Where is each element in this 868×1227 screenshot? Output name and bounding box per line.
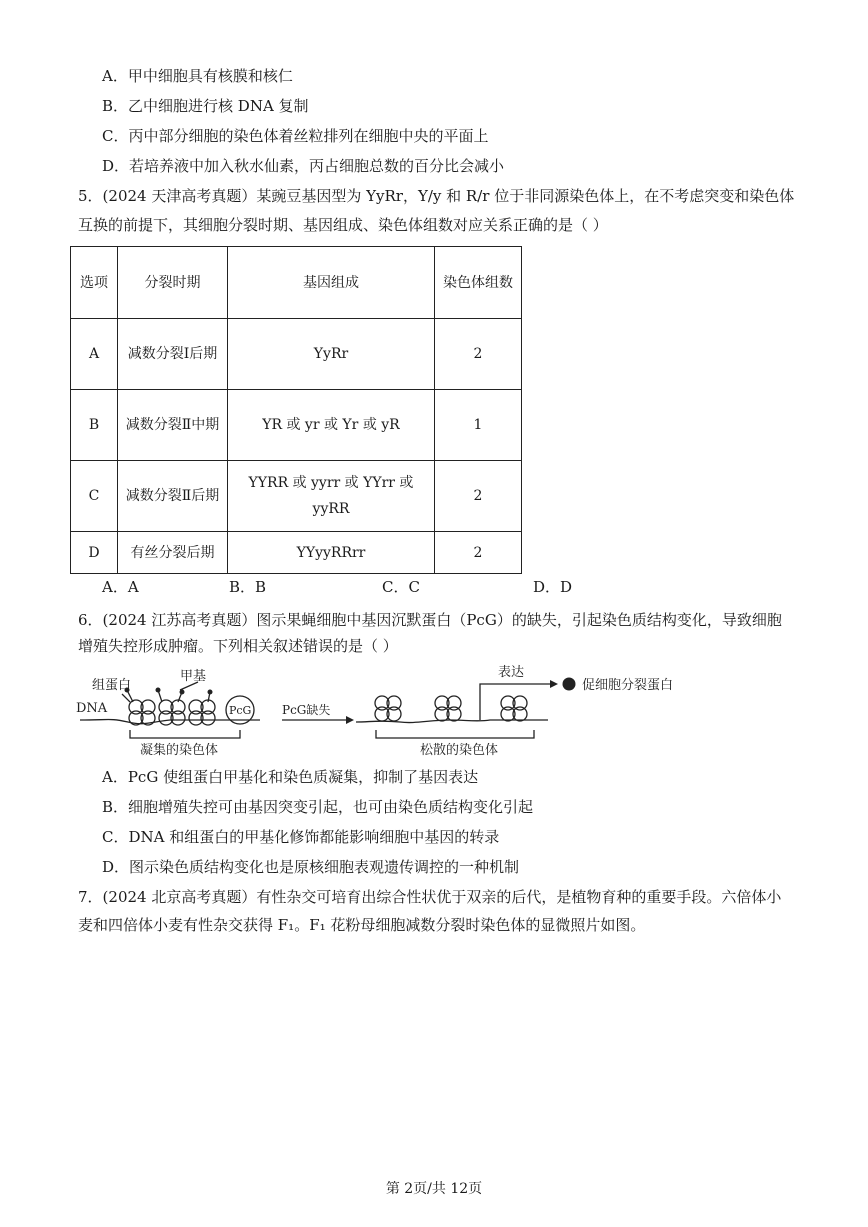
methyl-label: 甲基	[180, 669, 207, 684]
q6-option-b: B．细胞增殖失控可由基因突变引起，也可由染色质结构变化引起	[102, 798, 534, 816]
q5-stem-line2: 互换的前提下，其细胞分裂时期、基因组成、染色体组数对应关系正确的是（ ）	[78, 216, 608, 234]
table-cell: 2	[435, 461, 522, 532]
q6-option-d: D．图示染色质结构变化也是原核细胞表观遗传调控的一种机制	[102, 858, 520, 876]
q5-option-d: D．D	[533, 578, 573, 596]
condensed-chromosome-label: 凝集的染色体	[140, 743, 219, 758]
q4-option-b: B．乙中细胞进行核 DNA 复制	[102, 97, 309, 115]
loose-chromosome-label: 松散的染色体	[420, 743, 499, 758]
table-cell: YyRr	[228, 319, 435, 390]
table-cell: 2	[435, 319, 522, 390]
q6-option-c: C．DNA 和组蛋白的甲基化修饰都能影响细胞中基因的转录	[102, 828, 500, 846]
histone-label: 组蛋白	[92, 678, 132, 693]
table-cell: C	[71, 461, 118, 532]
q7-stem-line2: 麦和四倍体小麦有性杂交获得 F₁。F₁ 花粉母细胞减数分裂时染色体的显微照片如图。	[78, 916, 646, 934]
q4-option-c: C．丙中部分细胞的染色体着丝粒排列在细胞中央的平面上	[102, 127, 489, 145]
q5-option-b: B．B	[229, 578, 267, 596]
q6-stem-line1: 6．(2024 江苏高考真题）图示果蝇细胞中基因沉默蛋白（PcG）的缺失，引起染色质结构变化，导致细胞	[78, 611, 782, 629]
q4-option-d: D．若培养液中加入秋水仙素，丙占细胞总数的百分比会减小	[102, 157, 505, 175]
table-header-cell: 基因组成	[228, 247, 435, 319]
table-cell: B	[71, 390, 118, 461]
table-row	[71, 532, 522, 574]
q5-option-c: C．C	[382, 578, 420, 596]
table-header-cell: 选项	[71, 247, 118, 319]
table-cell: 减数分裂Ⅱ后期	[118, 461, 228, 532]
table-cell: 2	[435, 532, 522, 574]
table-cell: YR 或 yr 或 Yr 或 yR	[228, 390, 435, 461]
dna-label: DNA	[76, 701, 108, 716]
q5-stem-line1: 5．(2024 天津高考真题）某豌豆基因型为 YyRr，Y/y 和 R/r 位于非同源染色体上，在不考虑突变和染色体	[78, 187, 795, 205]
table-row	[71, 461, 522, 532]
table-cell: 减数分裂Ⅱ中期	[118, 390, 228, 461]
q6-option-a: A．PcG 使组蛋白甲基化和染色质凝集，抑制了基因表达	[102, 768, 479, 786]
table-header-row	[71, 247, 522, 319]
table-cell: YYyyRRrr	[228, 532, 435, 574]
page-footer: 第 2页/共 12页	[385, 1181, 483, 1197]
table-cell: 1	[435, 390, 522, 461]
q5-option-a: A．A	[102, 578, 139, 596]
pcg-diagram	[70, 660, 720, 760]
q5-table	[70, 246, 522, 574]
table-row	[71, 390, 522, 461]
table-row	[71, 319, 522, 390]
expression-label: 表达	[498, 665, 525, 680]
q7-stem-line1: 7．(2024 北京高考真题）有性杂交可培育出综合性状优于双亲的后代，是植物育种的重要手段。六倍体小	[78, 888, 782, 906]
table-cell: 减数分裂Ⅰ后期	[118, 319, 228, 390]
table-cell: A	[71, 319, 118, 390]
pcg-loss-label: PcG缺失	[282, 703, 331, 717]
table-cell: YYRR 或 yyrr 或 YYrr 或 yyRR	[228, 461, 435, 532]
promoting-protein-label: 促细胞分裂蛋白	[582, 678, 674, 693]
table-header-cell: 染色体组数	[435, 247, 522, 319]
table-cell: 有丝分裂后期	[118, 532, 228, 574]
q6-stem-line2: 增殖失控形成肿瘤。下列相关叙述错误的是（ ）	[78, 637, 398, 655]
table-cell: D	[71, 532, 118, 574]
pcg-label: PcG	[229, 704, 252, 717]
q4-option-a: A．甲中细胞具有核膜和核仁	[102, 67, 293, 85]
table-header-cell: 分裂时期	[118, 247, 228, 319]
